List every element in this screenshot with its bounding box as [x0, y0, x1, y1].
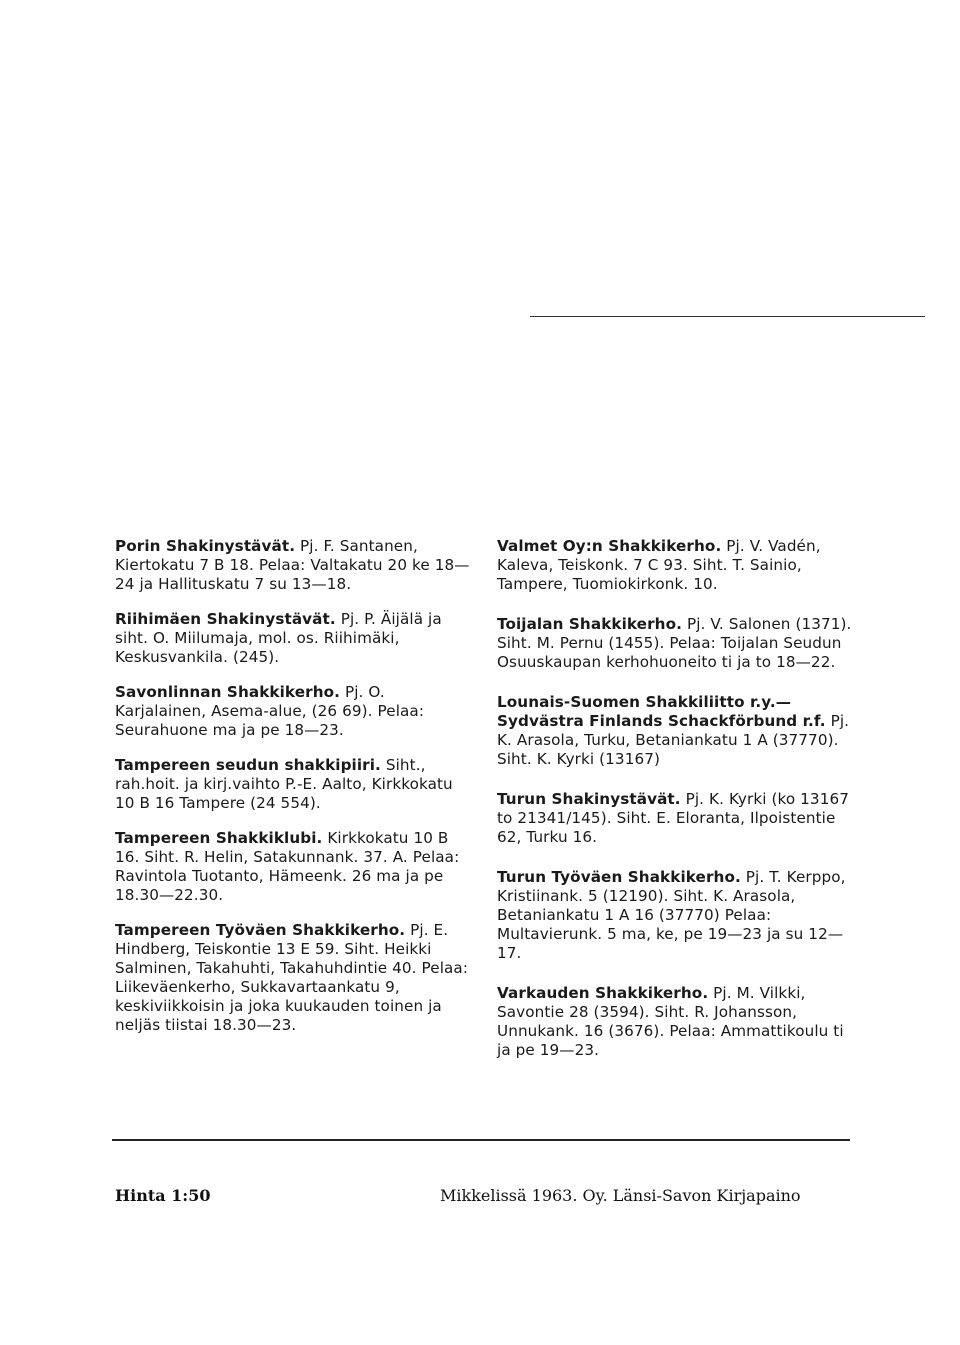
club-entry — [115, 683, 475, 740]
club-details: Siht., rah.hoit. ja kirj.vaihto P.-E. Aalto, Kirkkokatu 10 B 16 Tampere (24 554). — [115, 756, 453, 812]
bottom-divider — [112, 1139, 850, 1141]
club-name: Valmet Oy:n Shakkikerho. — [497, 537, 722, 555]
club-details: Pj. T. Kerppo, Kristiinank. 5 (12190). Siht. K. Arasola, Betaniankatu 1 A 16 (37770) Pelaa: Multavierunk. 5 ma, ke, pe 19—23 ja su 12—17. — [497, 868, 846, 962]
club-details: Pj. P. Äijälä ja siht. O. Miilumaja, mol. os. Riihimäki, Keskusvankila. (245). — [115, 610, 442, 666]
club-entry — [115, 829, 475, 905]
club-entry — [497, 790, 857, 847]
club-name: Riihimäen Shakinystävät. — [115, 610, 336, 628]
club-name: Porin Shakinystävät. — [115, 537, 296, 555]
right-column — [497, 537, 857, 1081]
club-entry — [497, 615, 857, 672]
club-entry — [497, 537, 857, 594]
price-label: Hinta 1:50 — [115, 1186, 211, 1205]
top-divider — [530, 316, 925, 317]
club-entry — [115, 921, 475, 1035]
club-name: Tampereen Shakkiklubi. — [115, 829, 323, 847]
club-details: Pj. V. Salonen (1371). Siht. M. Pernu (1455). Pelaa: Toijalan Seudun Osuuskaupan kerhohuoneito ti ja to 18—22. — [497, 615, 852, 671]
club-details: Pj. K. Kyrki (ko 13167 to 21341/145). Siht. E. Eloranta, Ilpoistentie 62, Turku 16. — [497, 790, 849, 846]
club-details: Pj. V. Vadén, Kaleva, Teiskonk. 7 C 93. Siht. T. Sainio, Tampere, Tuomiokirkonk. 10. — [497, 537, 821, 593]
club-details: Kirkkokatu 10 B 16. Siht. R. Helin, Satakunnank. 37. A. Pelaa: Ravintola Tuotanto, Hämeenk. 26 ma ja pe 18.30—22.30. — [115, 829, 460, 904]
club-name: Varkauden Shakkikerho. — [497, 984, 709, 1002]
club-details: Pj. O. Karjalainen, Asema-alue, (26 69). Pelaa: Seurahuone ma ja pe 18—23. — [115, 683, 425, 739]
club-details: Pj. M. Vilkki, Savontie 28 (3594). Siht. R. Johansson, Unnukank. 16 (3676). Pelaa: Ammattikoulu ti ja pe 19—23. — [497, 984, 844, 1059]
printer-imprint: Mikkelissä 1963. Oy. Länsi-Savon Kirjapaino — [440, 1186, 801, 1205]
club-entry — [115, 756, 475, 813]
club-details: Pj. K. Arasola, Turku, Betaniankatu 1 A (37770). Siht. K. Kyrki (13167) — [497, 712, 850, 768]
club-entry — [115, 610, 475, 667]
club-name: Tampereen seudun shakkipiiri. — [115, 756, 381, 774]
club-name: Turun Shakinystävät. — [497, 790, 681, 808]
club-entry — [497, 868, 857, 963]
club-entry — [497, 693, 857, 769]
club-details: Pj. E. Hindberg, Teiskontie 13 E 59. Siht. Heikki Salminen, Takahuhti, Takahuhdintie 40. Pelaa: Liikeväenkerho, Sukkavartaankatu 9, keskiviikkoisin ja joka kuukauden toinen ja neljäs tiistai 18.30—23. — [115, 921, 469, 1034]
club-name: Toijalan Shakkikerho. — [497, 615, 682, 633]
club-name: Tampereen Työväen Shakkikerho. — [115, 921, 406, 939]
club-name: Turun Työväen Shakkikerho. — [497, 868, 741, 886]
club-details: Pj. F. Santanen, Kiertokatu 7 B 18. Pelaa: Valtakatu 20 ke 18—24 ja Hallituskatu 7 su 13—18. — [115, 537, 470, 593]
club-entry — [497, 984, 857, 1060]
club-entry — [115, 537, 475, 594]
club-name: Savonlinnan Shakkikerho. — [115, 683, 341, 701]
club-name: Lounais-Suomen Shakkiliitto r.y.—Sydvästra Finlands Schackförbund r.f. — [497, 693, 826, 730]
left-column — [115, 537, 475, 1056]
